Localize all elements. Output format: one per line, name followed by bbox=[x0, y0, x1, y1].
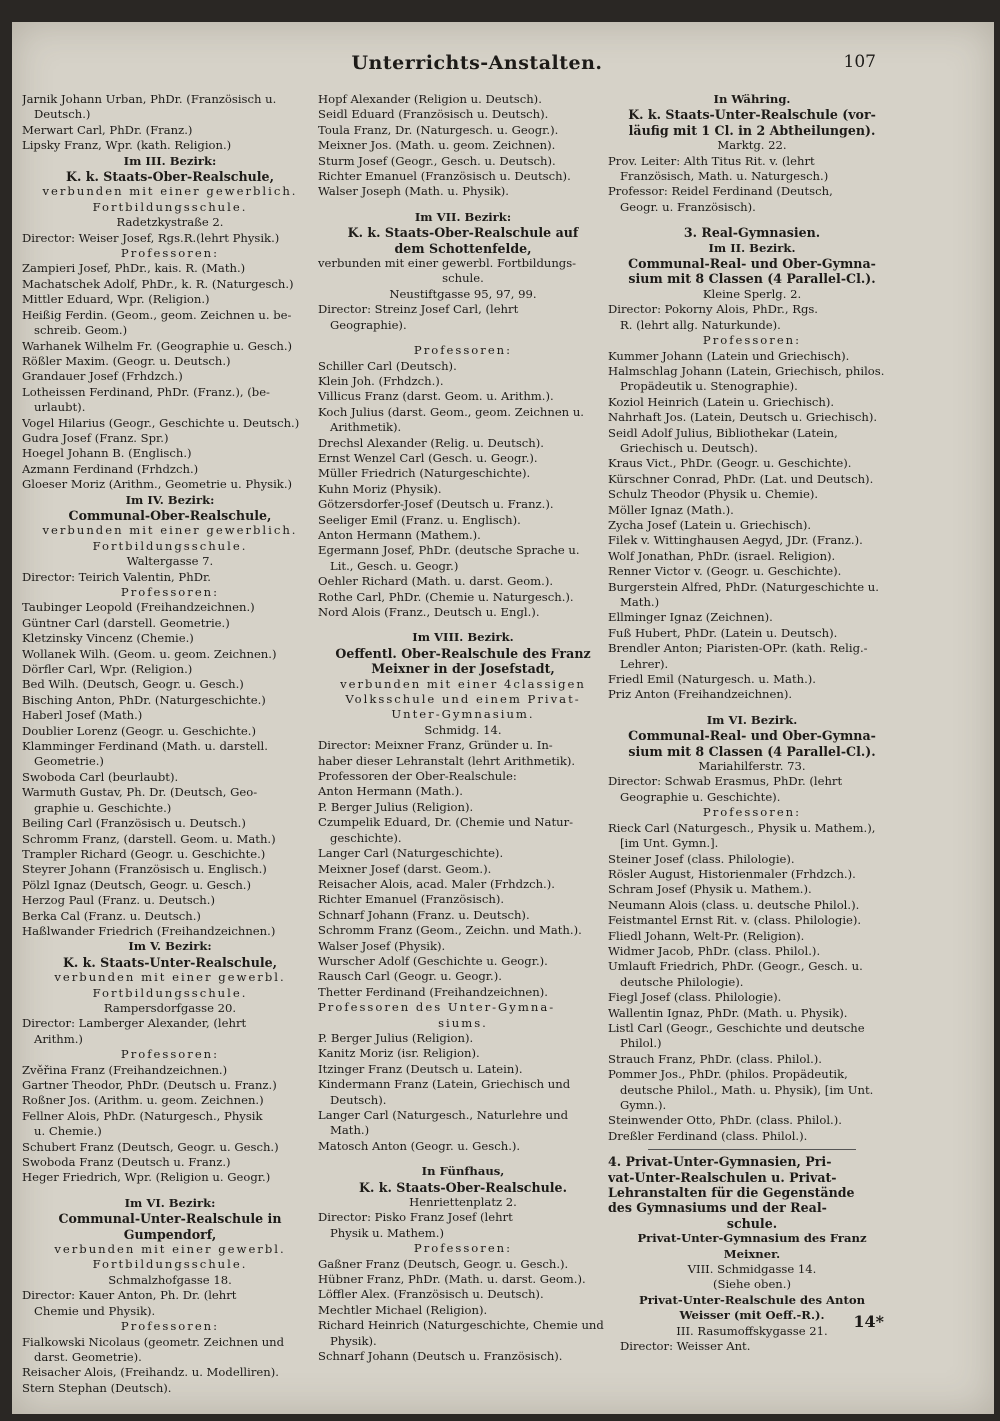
text-line: Widmer Jacob, PhDr. (class. Philol.). bbox=[608, 943, 821, 958]
text-line: Reisacher Alois, acad. Maler (Frhdzch.). bbox=[318, 876, 555, 891]
text-line: darst. Geometrie). bbox=[34, 1349, 142, 1364]
text-line: Prov. Leiter: Alth Titus Rit. v. (lehrt bbox=[608, 153, 815, 168]
text-line: Professoren: bbox=[120, 246, 220, 261]
text-line: Chemie und Physik). bbox=[34, 1303, 156, 1318]
text-line: Director: Kauer Anton, Ph. Dr. (lehrt bbox=[22, 1288, 237, 1303]
text-line: Trampler Richard (Geogr. u. Geschichte.) bbox=[22, 846, 266, 861]
text-line: Communal-Unter-Realschule in bbox=[58, 1211, 282, 1227]
text-line: Fortbildungsschule. bbox=[92, 985, 248, 1000]
text-line: Swoboda Franz (Deutsch u. Franz.) bbox=[22, 1155, 231, 1170]
text-line: Heger Friedrich, Wpr. (Religion u. Geogr.) bbox=[22, 1170, 271, 1185]
text-line: Director: Teirich Valentin, PhDr. bbox=[22, 569, 211, 584]
text-line: siums. bbox=[438, 1015, 488, 1030]
text-line: Müller Friedrich (Naturgeschichte). bbox=[318, 466, 531, 481]
text-line: Kraus Vict., PhDr. (Geogr. u. Geschichte). bbox=[608, 456, 852, 471]
text-line: Math.) bbox=[330, 1123, 370, 1138]
text-line: Professoren: bbox=[413, 1241, 513, 1256]
text-line: Fortbildungsschule. bbox=[92, 199, 248, 214]
text-line: Dreßler Ferdinand (class. Philol.). bbox=[608, 1128, 808, 1143]
text-line: Schmidg. 14. bbox=[424, 722, 502, 737]
text-line: 4. Privat-Unter-Gymnasien, Pri- bbox=[608, 1154, 832, 1170]
text-line: Fliedl Johann, Welt-Pr. (Religion). bbox=[608, 928, 805, 943]
text-line: Machatschek Adolf, PhDr., k. R. (Naturgesch.) bbox=[22, 276, 294, 291]
text-line: Lehranstalten für die Gegenstände bbox=[608, 1185, 855, 1201]
text-line: K. k. Staats-Unter-Realschule, bbox=[62, 954, 278, 970]
text-line: Richter Emanuel (Französisch). bbox=[318, 892, 505, 907]
text-line: Gudra Josef (Franz. Spr.) bbox=[22, 430, 169, 445]
text-line: Fortbildungsschule. bbox=[92, 538, 248, 553]
text-line: Marktg. 22. bbox=[717, 138, 787, 153]
text-line: Fellner Alois, PhDr. (Naturgesch., Physik bbox=[22, 1108, 263, 1123]
text-line: Rausch Carl (Geogr. u. Geogr.). bbox=[318, 969, 502, 984]
text-line: Klamminger Ferdinand (Math. u. darstell. bbox=[22, 739, 268, 754]
text-line: Physik u. Mathem.) bbox=[330, 1225, 444, 1240]
text-line: Klein Joh. (Frhdzch.). bbox=[318, 373, 444, 388]
text-line: Kletzinsky Vincenz (Chemie.) bbox=[22, 631, 194, 646]
text-line: Richard Heinrich (Naturgeschichte, Chemie und bbox=[318, 1318, 604, 1333]
text-line: Nahrhaft Jos. (Latein, Deutsch u. Griechisch). bbox=[608, 410, 878, 425]
spacer bbox=[22, 1186, 318, 1196]
text-line: Zvěřina Franz (Freihandzeichnen.) bbox=[22, 1062, 228, 1077]
text-line: verbunden mit einer gewerbl. Fortbildungs- bbox=[318, 256, 577, 271]
text-line: Director: Streinz Josef Carl, (lehrt bbox=[318, 302, 519, 317]
text-line: Löffler Alex. (Französisch u. Deutsch). bbox=[318, 1287, 544, 1302]
text-line: Professoren des Unter-Gymna- bbox=[318, 1000, 556, 1015]
text-line: Schram Josef (Physik u. Mathem.). bbox=[608, 882, 812, 897]
text-line: Professoren: bbox=[413, 343, 513, 358]
text-line: Privat-Unter-Gymnasium des Franz bbox=[637, 1231, 867, 1246]
text-line: Kindermann Franz (Latein, Griechisch und bbox=[318, 1077, 571, 1092]
text-line: Swoboda Carl (beurlaubt). bbox=[22, 769, 179, 784]
text-line: Schromm Franz, (darstell. Geom. u. Math.) bbox=[22, 831, 276, 846]
spacer bbox=[318, 620, 608, 630]
text-line: Azmann Ferdinand (Frhdzch.) bbox=[22, 461, 199, 476]
text-line: Communal-Real- und Ober-Gymna- bbox=[628, 256, 876, 272]
text-line: Rößler Maxim. (Geogr. u. Deutsch.) bbox=[22, 353, 231, 368]
text-line: Im II. Bezirk. bbox=[708, 240, 796, 255]
text-line: Philol.) bbox=[620, 1036, 662, 1051]
text-line: Möller Ignaz (Math.). bbox=[608, 502, 734, 517]
text-line: Professoren: bbox=[702, 805, 802, 820]
text-line: Mariahilferstr. 73. bbox=[698, 759, 806, 774]
text-line: Strauch Franz, PhDr. (class. Philol.). bbox=[608, 1051, 822, 1066]
text-line: Reisacher Alois, (Freihandz. u. Modelliren). bbox=[22, 1365, 279, 1380]
text-line: Güntner Carl (darstell. Geometrie.) bbox=[22, 615, 230, 630]
text-line: Renner Victor v. (Geogr. u. Geschichte). bbox=[608, 564, 842, 579]
text-line: Halmschlag Johann (Latein, Griechisch, philos. bbox=[608, 363, 885, 378]
text-line: Villicus Franz (darst. Geom. u. Arithm.). bbox=[318, 389, 554, 404]
text-line: K. k. Staats-Ober-Realschule, bbox=[66, 169, 274, 185]
text-line: Schmalzhofgasse 18. bbox=[108, 1272, 232, 1287]
text-line: III. Rasumoffskygasse 21. bbox=[676, 1323, 828, 1338]
text-line: Bisching Anton, PhDr. (Naturgeschichte.) bbox=[22, 692, 266, 707]
text-line: Merwart Carl, PhDr. (Franz.) bbox=[22, 122, 193, 137]
document-page bbox=[12, 22, 994, 1414]
text-line: des Gymnasiums und der Real- bbox=[608, 1200, 827, 1216]
text-line: Richter Emanuel (Französisch u. Deutsch). bbox=[318, 169, 571, 184]
text-line: Stern Stephan (Deutsch). bbox=[22, 1380, 172, 1395]
text-line: Seidl Adolf Julius, Bibliothekar (Latein, bbox=[608, 425, 838, 440]
text-line: Im VIII. Bezirk. bbox=[412, 630, 514, 645]
text-line: Vogel Hilarius (Geogr., Geschichte u. Deutsch.) bbox=[22, 415, 300, 430]
text-line: Wollanek Wilh. (Geom. u. geom. Zeichnen.) bbox=[22, 646, 277, 661]
text-line: Griechisch u. Deutsch). bbox=[620, 440, 758, 455]
text-line: Fiegl Josef (class. Philologie). bbox=[608, 990, 782, 1005]
text-line: Volksschule und einem Privat- bbox=[345, 692, 581, 707]
text-line: Rampersdorfgasse 20. bbox=[103, 1000, 237, 1015]
text-line: Taubinger Leopold (Freihandzeichnen.) bbox=[22, 600, 255, 615]
text-line: Wurscher Adolf (Geschichte u. Geogr.). bbox=[318, 953, 548, 968]
text-line: K. k. Staats-Ober-Realschule. bbox=[359, 1179, 567, 1195]
text-line: Fialkowski Nicolaus (geometr. Zeichnen und bbox=[22, 1334, 285, 1349]
text-line: Anton Hermann (Math.). bbox=[318, 784, 463, 799]
text-line: Wolf Jonathan, PhDr. (israel. Religion). bbox=[608, 548, 836, 563]
text-line: Listl Carl (Geogr., Geschichte und deutsche bbox=[608, 1020, 865, 1035]
text-line: Zycha Josef (Latein u. Griechisch). bbox=[608, 517, 812, 532]
text-line: Im IV. Bezirk: bbox=[125, 492, 215, 507]
text-line: Meixner Josef (darst. Geom.). bbox=[318, 861, 492, 876]
text-line: Hoegel Johann B. (Englisch.) bbox=[22, 446, 192, 461]
text-line: Professor: Reidel Ferdinand (Deutsch, bbox=[608, 184, 833, 199]
text-line: Kürschner Conrad, PhDr. (Lat. und Deutsch). bbox=[608, 471, 874, 486]
text-line: In Fünfhaus, bbox=[421, 1164, 505, 1179]
text-line: Filek v. Wittinghausen Aegyd, JDr. (Franz.). bbox=[608, 533, 863, 548]
text-line: Math.) bbox=[620, 595, 660, 609]
text-line: Schubert Franz (Deutsch, Geogr. u. Gesch.) bbox=[22, 1139, 279, 1154]
text-line: Mittler Eduard, Wpr. (Religion.) bbox=[22, 292, 210, 307]
text-line: Steiner Josef (class. Philologie). bbox=[608, 851, 795, 866]
text-line: Gloeser Moriz (Arithm., Geometrie u. Physik.) bbox=[22, 477, 293, 492]
text-line: Waltergasse 7. bbox=[126, 554, 214, 569]
text-line: Unter-Gymnasium. bbox=[391, 707, 535, 722]
text-line: Mechtler Michael (Religion). bbox=[318, 1302, 488, 1317]
text-line: Deutsch.) bbox=[34, 107, 91, 122]
text-line: Pommer Jos., PhDr. (philos. Propädeutik, bbox=[608, 1067, 848, 1082]
text-line: Kuhn Moriz (Physik). bbox=[318, 481, 442, 496]
text-line: Beiling Carl (Französisch u. Deutsch.) bbox=[22, 816, 246, 831]
text-line: Walser Josef (Physik). bbox=[318, 938, 446, 953]
text-line: verbunden mit einer 4classigen bbox=[340, 676, 586, 691]
text-line: Im VI. Bezirk. bbox=[706, 712, 798, 727]
text-line: verbunden mit einer gewerbl. bbox=[54, 970, 286, 985]
spacer bbox=[608, 215, 896, 225]
text-line: vat-Unter-Realschulen u. Privat- bbox=[608, 1169, 837, 1185]
text-line: Langer Carl (Naturgeschichte). bbox=[318, 846, 504, 861]
text-line: Neustiftgasse 95, 97, 99. bbox=[389, 286, 537, 301]
text-line: 3. Real-Gymnasien. bbox=[683, 225, 821, 241]
text-line: Seidl Eduard (Französisch u. Deutsch). bbox=[318, 107, 549, 122]
spacer bbox=[318, 1154, 608, 1164]
text-line: Professoren der Ober-Realschule: bbox=[318, 769, 517, 784]
text-line: Director: Lamberger Alexander, (lehrt bbox=[22, 1016, 247, 1031]
text-line: Im V. Bezirk: bbox=[128, 939, 212, 954]
text-line: R. (lehrt allg. Naturkunde). bbox=[620, 317, 781, 332]
text-line: Gaßner Franz (Deutsch, Geogr. u. Gesch.). bbox=[318, 1256, 569, 1271]
text-line: Neumann Alois (class. u. deutsche Philol.). bbox=[608, 897, 860, 912]
text-line: Anton Hermann (Mathem.). bbox=[318, 527, 481, 542]
page-number: 107 bbox=[843, 52, 876, 72]
text-line: Hübner Franz, PhDr. (Math. u. darst. Geom.). bbox=[318, 1272, 586, 1287]
text-line: Umlauft Friedrich, PhDr. (Geogr., Gesch. u. bbox=[608, 959, 863, 974]
text-line: Sturm Josef (Geogr., Gesch. u. Deutsch). bbox=[318, 153, 556, 168]
text-line: Steinwender Otto, PhDr. (class. Philol.). bbox=[608, 1113, 842, 1128]
text-line: Meixner. bbox=[723, 1246, 781, 1261]
text-line: Feistmantel Ernst Rit. v. (class. Philologie). bbox=[608, 913, 862, 928]
text-line: verbunden mit einer gewerblich. bbox=[42, 184, 298, 199]
text-line: dem Schottenfelde, bbox=[394, 240, 532, 256]
text-line: Radetzkystraße 2. bbox=[116, 215, 224, 230]
text-line: Privat-Unter-Realschule des Anton bbox=[638, 1292, 866, 1307]
text-line: Arithmetik). bbox=[330, 420, 402, 435]
text-line: Gartner Theodor, PhDr. (Deutsch u. Franz.) bbox=[22, 1078, 277, 1092]
text-line: Director: Weisser Ant. bbox=[620, 1339, 751, 1354]
text-line: P. Berger Julius (Religion). bbox=[318, 799, 474, 814]
text-line: Thetter Ferdinand (Freihandzeichnen). bbox=[318, 984, 548, 999]
text-line: Director: Pisko Franz Josef (lehrt bbox=[318, 1210, 513, 1225]
text-line: Geographie). bbox=[330, 317, 407, 332]
text-line: Rösler August, Historienmaler (Frhdzch.). bbox=[608, 866, 856, 881]
text-line: sium mit 8 Classen (4 Parallel-Cl.). bbox=[628, 743, 876, 759]
text-line: Im III. Bezirk: bbox=[123, 153, 217, 168]
text-line: Egermann Josef, PhDr. (deutsche Sprache u. bbox=[318, 543, 580, 558]
spacer bbox=[318, 333, 608, 343]
text-line: verbunden mit einer gewerblich. bbox=[42, 523, 298, 538]
text-line: Czumpelik Eduard, Dr. (Chemie und Natur- bbox=[318, 815, 574, 830]
text-line: Zampieri Josef, PhDr., kais. R. (Math.) bbox=[22, 261, 246, 276]
text-line: Ellminger Ignaz (Zeichnen). bbox=[608, 610, 773, 625]
text-line: K. k. Staats-Ober-Realschule auf bbox=[347, 225, 579, 241]
text-line: Communal-Real- und Ober-Gymna- bbox=[628, 728, 876, 744]
text-line: VIII. Schmidgasse 14. bbox=[687, 1262, 817, 1277]
text-line: Seeliger Emil (Franz. u. Englisch). bbox=[318, 512, 521, 527]
text-line: Schnarf Johann (Deutsch u. Französisch). bbox=[318, 1349, 563, 1364]
text-line: Brendler Anton; Piaristen-OPr. (kath. Relig.- bbox=[608, 641, 868, 656]
text-line: haber dieser Lehranstalt (lehrt Arithmetik). bbox=[318, 753, 576, 768]
text-line: Professoren: bbox=[702, 333, 802, 348]
text-line: Deutsch). bbox=[330, 1092, 387, 1107]
text-line: Walser Joseph (Math. u. Physik). bbox=[318, 184, 509, 199]
text-line: Priz Anton (Freihandzeichnen). bbox=[608, 687, 793, 702]
text-line: Toula Franz, Dr. (Naturgesch. u. Geogr.). bbox=[318, 122, 559, 137]
text-line: Haberl Josef (Math.) bbox=[22, 708, 143, 723]
text-line: Herzog Paul (Franz. u. Deutsch.) bbox=[22, 893, 215, 908]
text-line: Rieck Carl (Naturgesch., Physik u. Mathem.), bbox=[608, 820, 876, 835]
text-line: Bed Wilh. (Deutsch, Geogr. u. Gesch.) bbox=[22, 677, 244, 692]
text-line: Henriettenplatz 2. bbox=[409, 1195, 517, 1210]
text-line: Geometrie.) bbox=[34, 754, 104, 769]
spacer bbox=[318, 200, 608, 210]
text-line: läufig mit 1 Cl. in 2 Abtheilungen). bbox=[628, 122, 876, 138]
text-line: In Währing. bbox=[713, 92, 791, 106]
text-line: Koziol Heinrich (Latein u. Griechisch). bbox=[608, 394, 835, 409]
text-line: Berka Cal (Franz. u. Deutsch.) bbox=[22, 908, 201, 923]
text-line: schule. bbox=[442, 271, 484, 286]
text-line: P. Berger Julius (Religion). bbox=[318, 1030, 474, 1045]
text-line: verbunden mit einer gewerbl. bbox=[54, 1242, 286, 1257]
text-line: Ernst Wenzel Carl (Gesch. u. Geogr.). bbox=[318, 450, 538, 465]
text-line: Friedl Emil (Naturgesch. u. Math.). bbox=[608, 672, 816, 687]
text-line: Pölzl Ignaz (Deutsch, Geogr. u. Gesch.) bbox=[22, 877, 252, 892]
text-line: graphie u. Geschichte.) bbox=[34, 800, 172, 815]
text-line: Physik). bbox=[330, 1333, 377, 1348]
text-line: Lipsky Franz, Wpr. (kath. Religion.) bbox=[22, 138, 232, 153]
spacer bbox=[608, 703, 896, 713]
text-line: Doublier Lorenz (Geogr. u. Geschichte.) bbox=[22, 723, 256, 738]
text-line: Weisser (mit Oeff.-R.). bbox=[679, 1308, 825, 1323]
text-line: Propädeutik u. Stenographie). bbox=[620, 379, 798, 394]
text-line: sium mit 8 Classen (4 Parallel-Cl.). bbox=[628, 271, 876, 287]
text-line: Haßlwander Friedrich (Freihandzeichnen.) bbox=[22, 923, 276, 938]
text-line: Rothe Carl, PhDr. (Chemie u. Naturgesch.). bbox=[318, 589, 574, 604]
text-line: Meixner in der Josefstadt, bbox=[371, 661, 555, 677]
text-line: Koch Julius (darst. Geom., geom. Zeichnen u. bbox=[318, 404, 584, 419]
text-line: Schromm Franz (Geom., Zeichn. und Math.). bbox=[318, 923, 582, 938]
text-line: deutsche Philol., Math. u. Physik), [im Unt. bbox=[620, 1082, 874, 1097]
text-line: schule. bbox=[726, 1215, 778, 1231]
column-middle bbox=[318, 92, 608, 1365]
text-line: Oehler Richard (Math. u. darst. Geom.). bbox=[318, 574, 554, 589]
section-divider bbox=[648, 1149, 856, 1150]
text-line: Nord Alois (Franz., Deutsch u. Engl.). bbox=[318, 605, 540, 619]
text-line: urlaubt). bbox=[34, 400, 86, 415]
text-line: Schnarf Johann (Franz. u. Deutsch). bbox=[318, 907, 530, 922]
text-line: Steyrer Johann (Französisch u. Englisch.) bbox=[22, 862, 267, 877]
text-line: Schulz Theodor (Physik u. Chemie). bbox=[608, 487, 819, 502]
text-line: Kanitz Moriz (isr. Religion). bbox=[318, 1046, 480, 1061]
text-line: Burgerstein Alfred, PhDr. (Naturgeschichte u. bbox=[608, 579, 879, 594]
text-line: Geogr. u. Französisch). bbox=[620, 199, 756, 214]
text-line: Communal-Ober-Realschule, bbox=[68, 507, 272, 523]
text-line: geschichte). bbox=[330, 830, 402, 845]
page-title: Unterrichts-Anstalten. bbox=[351, 52, 603, 74]
text-line: Götzersdorfer-Josef (Deutsch u. Franz.). bbox=[318, 497, 554, 512]
text-line: Lit., Gesch. u. Geogr.) bbox=[330, 558, 459, 573]
text-line: Arithm.) bbox=[34, 1031, 83, 1046]
text-line: Hopf Alexander (Religion u. Deutsch). bbox=[318, 92, 542, 106]
text-line: [im Unt. Gymn.]. bbox=[620, 836, 719, 851]
text-line: Professoren: bbox=[120, 1319, 220, 1334]
text-line: Director: Schwab Erasmus, PhDr. (lehrt bbox=[608, 774, 843, 789]
text-line: Director: Meixner Franz, Gründer u. In- bbox=[318, 738, 553, 753]
text-line: Matosch Anton (Geogr. u. Gesch.). bbox=[318, 1138, 521, 1153]
text-line: Lotheissen Ferdinand, PhDr. (Franz.), (be- bbox=[22, 384, 270, 399]
text-line: Heißig Ferdin. (Geom., geom. Zeichnen u. be- bbox=[22, 307, 292, 322]
text-line: Director: Weiser Josef, Rgs.R.(lehrt Physik.) bbox=[22, 230, 280, 245]
text-line: Lehrer). bbox=[620, 656, 669, 671]
text-line: Grandauer Josef (Frhdzch.) bbox=[22, 369, 183, 384]
column-right bbox=[608, 92, 896, 1355]
text-line: Kummer Johann (Latein und Griechisch). bbox=[608, 348, 850, 363]
text-line: Schiller Carl (Deutsch). bbox=[318, 358, 457, 373]
text-line: Drechsl Alexander (Relig. u. Deutsch). bbox=[318, 435, 544, 450]
text-line: Jarnik Johann Urban, PhDr. (Französisch u. bbox=[22, 92, 277, 106]
text-line: Fortbildungsschule. bbox=[92, 1257, 248, 1272]
text-line: Gumpendorf, bbox=[123, 1226, 217, 1242]
text-line: Geographie u. Geschichte). bbox=[620, 789, 781, 804]
text-line: Roßner Jos. (Arithm. u. geom. Zeichnen.) bbox=[22, 1093, 264, 1108]
text-line: Meixner Jos. (Math. u. geom. Zeichnen). bbox=[318, 138, 556, 153]
text-line: Wallentin Ignaz, PhDr. (Math. u. Physik). bbox=[608, 1005, 848, 1020]
page-header bbox=[12, 52, 994, 88]
text-line: Director: Pokorny Alois, PhDr., Rgs. bbox=[608, 302, 818, 317]
column-left bbox=[22, 92, 318, 1396]
text-line: Im VII. Bezirk: bbox=[414, 209, 512, 224]
text-line: Langer Carl (Naturgesch., Naturlehre und bbox=[318, 1108, 569, 1122]
text-line: Gymn.). bbox=[620, 1098, 667, 1112]
text-line: deutsche Philologie). bbox=[620, 974, 744, 989]
text-line: Itzinger Franz (Deutsch u. Latein). bbox=[318, 1061, 523, 1076]
text-line: Dörfler Carl, Wpr. (Religion.) bbox=[22, 662, 193, 677]
text-line: Oeffentl. Ober-Realschule des Franz bbox=[335, 645, 591, 661]
text-line: Im VI. Bezirk: bbox=[124, 1195, 216, 1210]
text-line: Warhanek Wilhelm Fr. (Geographie u. Gesch.) bbox=[22, 338, 293, 353]
text-line: Fuß Hubert, PhDr. (Latein u. Deutsch). bbox=[608, 625, 838, 640]
text-line: Kleine Sperlg. 2. bbox=[702, 286, 802, 301]
text-line: K. k. Staats-Unter-Realschule (vor- bbox=[628, 107, 876, 123]
text-line: Professoren: bbox=[120, 1047, 220, 1062]
text-line: u. Chemie.) bbox=[34, 1124, 102, 1139]
printer-signature: 14* bbox=[853, 1312, 884, 1331]
text-line: Französisch, Math. u. Naturgesch.) bbox=[620, 169, 829, 184]
text-line: Professoren: bbox=[120, 585, 220, 599]
text-line: Warmuth Gustav, Ph. Dr. (Deutsch, Geo- bbox=[22, 785, 258, 800]
text-line: schreib. Geom.) bbox=[34, 323, 128, 338]
text-line: (Siehe oben.) bbox=[713, 1277, 791, 1292]
